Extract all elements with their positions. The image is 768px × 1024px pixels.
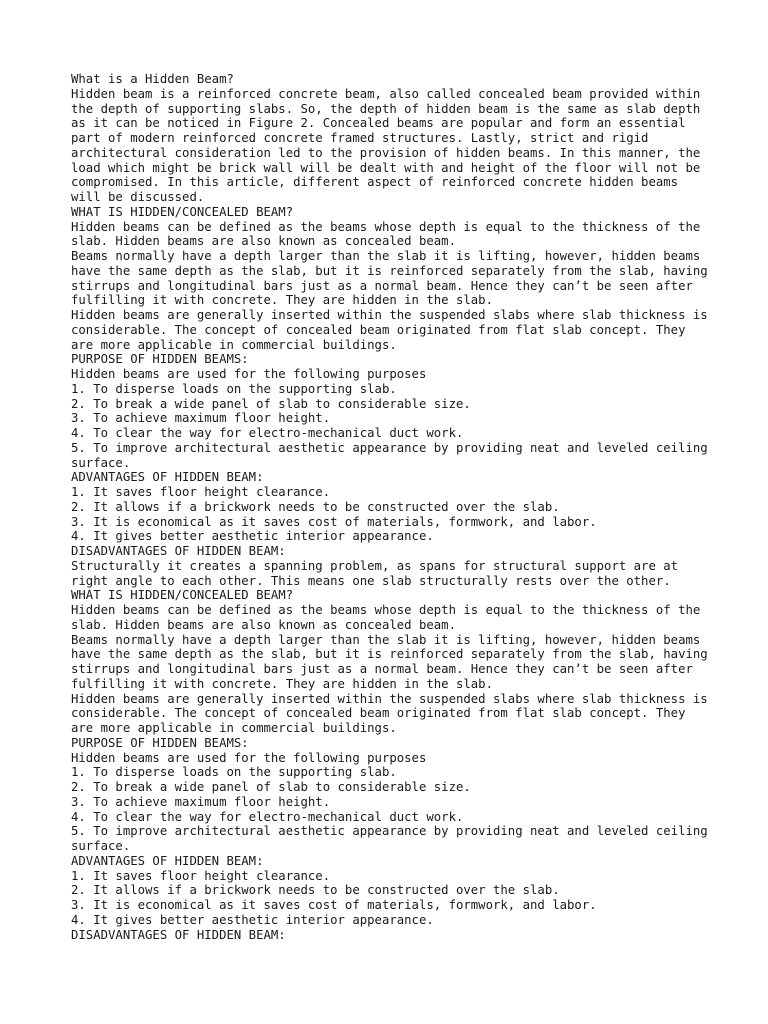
list-item: 3. To achieve maximum floor height. bbox=[71, 411, 331, 426]
paragraph-definition: Hidden beams can be defined as the beams whose depth is equal to the thickness of the slab. Hidden beams are also known as concealed beam. bbox=[71, 603, 708, 632]
list-item: 4. It gives better aesthetic interior appearance. bbox=[71, 529, 434, 544]
list-item: 4. It gives better aesthetic interior appearance. bbox=[71, 912, 434, 927]
list-item: 5. To improve architectural aesthetic appearance by providing neat and leveled ceiling surface. bbox=[71, 824, 716, 853]
list-item: 1. To disperse loads on the supporting slab. bbox=[71, 765, 397, 780]
section-heading-what-is: WHAT IS HIDDEN/CONCEALED BEAM? bbox=[71, 204, 294, 219]
section-heading-what-is: WHAT IS HIDDEN/CONCEALED BEAM? bbox=[71, 588, 294, 603]
section-heading-disadvantages: DISADVANTAGES OF HIDDEN BEAM: bbox=[71, 927, 286, 942]
list-item: 4. To clear the way for electro-mechanical duct work. bbox=[71, 426, 464, 440]
list-item: 3. It is economical as it saves cost of materials, formwork, and labor. bbox=[71, 514, 597, 529]
list-item: 2. To break a wide panel of slab to considerable size. bbox=[71, 396, 471, 411]
list-item: 2. To break a wide panel of slab to considerable size. bbox=[71, 780, 471, 794]
paragraph-usage: Hidden beams are generally inserted within the suspended slabs where slab thickness is considerable. The concept of concealed beam originated from flat slab concept. They are more applicable in commercial buildings. bbox=[71, 691, 716, 735]
list-item: 1. To disperse loads on the supporting slab. bbox=[71, 381, 397, 396]
list-item: 2. It allows if a brickwork needs to be constructed over the slab. bbox=[71, 883, 560, 898]
list-item: 4. To clear the way for electro-mechanical duct work. bbox=[71, 809, 464, 824]
section-heading-advantages: ADVANTAGES OF HIDDEN BEAM: bbox=[71, 470, 264, 485]
paragraph-usage: Hidden beams are generally inserted within the suspended slabs where slab thickness is considerable. The concept of concealed beam originated from flat slab concept. They are more applicable in commercial buildings. bbox=[71, 308, 716, 352]
section-heading-purpose: PURPOSE OF HIDDEN BEAMS: bbox=[71, 352, 249, 367]
section-heading-disadvantages: DISADVANTAGES OF HIDDEN BEAM: bbox=[71, 544, 286, 558]
list-item: 2. It allows if a brickwork needs to be constructed over the slab. bbox=[71, 499, 560, 514]
document-page bbox=[71, 72, 716, 942]
document-title: What is a Hidden Beam? bbox=[71, 72, 234, 86]
list-item: 5. To improve architectural aesthetic appearance by providing neat and leveled ceiling surface. bbox=[71, 440, 716, 470]
list-item: 1. It saves floor height clearance. bbox=[71, 485, 331, 499]
list-item: 3. To achieve maximum floor height. bbox=[71, 794, 331, 809]
section-heading-purpose: PURPOSE OF HIDDEN BEAMS: bbox=[71, 735, 249, 750]
purpose-intro: Hidden beams are used for the following purposes bbox=[71, 367, 427, 381]
section-heading-advantages: ADVANTAGES OF HIDDEN BEAM: bbox=[71, 853, 264, 868]
paragraph-disadvantages: Structurally it creates a spanning problem, as spans for structural support are at right angle to each other. This means one slab structurally rests over the other. bbox=[71, 558, 686, 588]
paragraph-depth: Beams normally have a depth larger than the slab it is lifting, however, hidden beams have the same depth as the slab, but it is reinforced separately from the slab, having stirrups and longitudinal bars just as a normal beam. Hence they can’t be seen after fulfilling it with concrete. They are hidden in the slab. bbox=[71, 249, 716, 308]
purpose-intro: Hidden beams are used for the following purposes bbox=[71, 750, 427, 765]
list-item: 3. It is economical as it saves cost of materials, formwork, and labor. bbox=[71, 898, 597, 912]
intro-paragraph: Hidden beam is a reinforced concrete beam, also called concealed beam provided within the depth of supporting slabs. So, the depth of hidden beam is the same as slab depth as it can be noticed in Figure 2. Concealed beams are popular and form an essential part of modern reinforced concrete framed structures. Lastly, strict and rigid architectural consideration led to the provision of hidden beams. In this manner, the load which might be brick wall will be dealt with and height of the floor will not be compromised. In this article, different aspect of reinforced concrete hidden beams will be discussed. bbox=[71, 86, 708, 204]
paragraph-definition: Hidden beams can be defined as the beams whose depth is equal to the thickness of the slab. Hidden beams are also known as concealed beam. bbox=[71, 219, 708, 249]
list-item: 1. It saves floor height clearance. bbox=[71, 868, 331, 883]
paragraph-depth: Beams normally have a depth larger than the slab it is lifting, however, hidden beams have the same depth as the slab, but it is reinforced separately from the slab, having stirrups and longitudinal bars just as a normal beam. Hence they can’t be seen after fulfilling it with concrete. They are hidden in the slab. bbox=[71, 632, 716, 691]
